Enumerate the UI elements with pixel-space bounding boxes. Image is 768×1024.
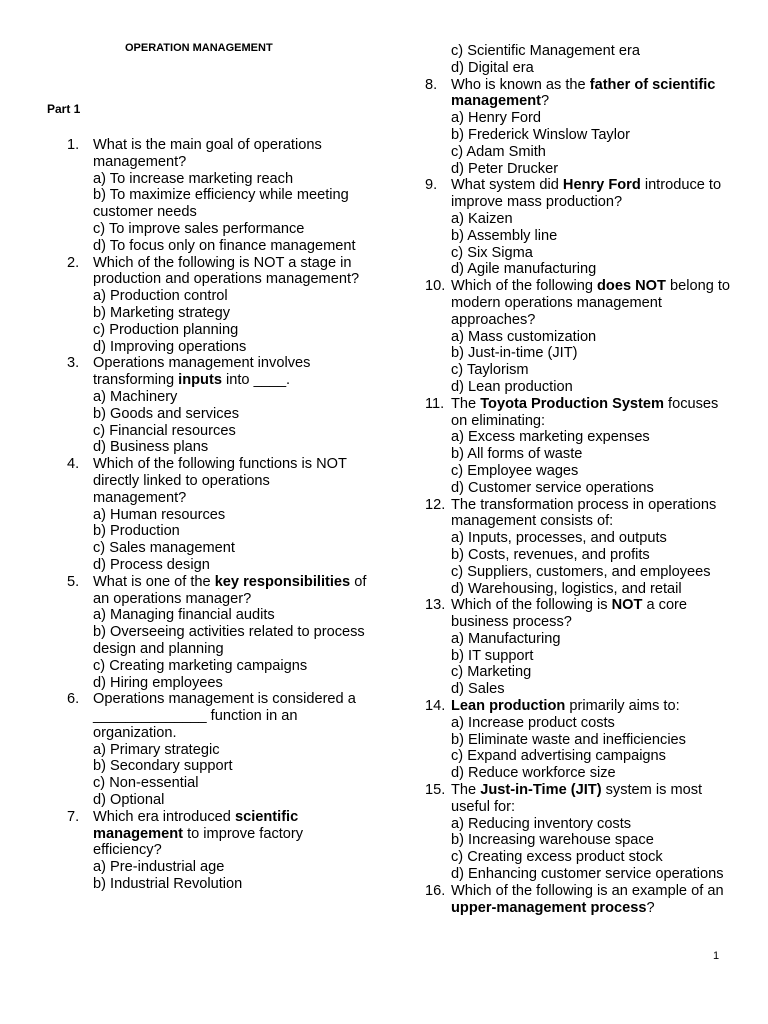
answer-option: b) All forms of waste <box>451 446 583 463</box>
answer-option: d) Customer service operations <box>451 479 654 496</box>
answer-option: d) Business plans <box>93 439 209 456</box>
answer-option: a) Human resources <box>93 506 226 523</box>
question-item <box>425 396 735 497</box>
answer-option: c) Creating excess product stock <box>451 849 663 866</box>
answer-option: c) Taylorism <box>451 362 529 379</box>
question-text <box>93 255 359 288</box>
question-text-segment: Which era introduced <box>93 808 235 825</box>
question-number: 13. <box>425 597 446 614</box>
answer-option: c) Employee wages <box>451 462 579 479</box>
answer-option: d) Agile manufacturing <box>451 261 597 278</box>
answer-option: c) Scientific Management era <box>451 43 640 59</box>
question-text-bold: NOT <box>611 597 643 614</box>
question-number: 8. <box>425 76 438 93</box>
question-number: 1. <box>67 137 80 153</box>
question-text-bold: scientific management <box>93 808 299 842</box>
question-text-bold: does NOT <box>597 278 666 295</box>
question-text-segment: a core business process? <box>451 597 688 631</box>
answer-option: c) Suppliers, customers, and employees <box>451 563 711 580</box>
question-text <box>451 278 730 328</box>
left-column <box>67 137 367 893</box>
answer-option: c) Marketing <box>451 664 532 681</box>
question-text-bold: Just-in-Time (JIT) <box>480 782 602 799</box>
question-text-segment: ? <box>541 93 550 110</box>
question-item <box>67 137 367 255</box>
question-text <box>93 809 303 859</box>
question-text-segment: The transformation process in operations management consists of: <box>451 496 717 530</box>
question-text-segment: Which of the following is <box>451 597 612 614</box>
question-text-segment: Who is known as the <box>451 76 590 93</box>
question-text-bold: Henry Ford <box>562 177 641 194</box>
question-text-segment: belong to modern operations management approaches? <box>451 278 731 328</box>
question-item <box>425 497 735 598</box>
question-text-segment: primarily aims to: <box>565 698 680 715</box>
question-item <box>425 883 735 917</box>
answer-option: d) Reduce workforce size <box>451 765 616 782</box>
answer-option: a) Pre-industrial age <box>93 859 225 876</box>
question-text-segment: The <box>451 782 481 799</box>
continued-question <box>425 43 735 77</box>
answer-option: c) Creating marketing campaigns <box>93 657 308 674</box>
question-item <box>67 456 367 574</box>
question-number: 4. <box>67 456 80 473</box>
question-text-segment: into ____. <box>221 372 291 389</box>
question-number: 11. <box>425 395 445 412</box>
answer-option: b) Eliminate waste and inefficiencies <box>451 731 686 748</box>
answer-option: a) Mass customization <box>451 328 597 345</box>
answer-option: c) Adam Smith <box>451 143 546 160</box>
question-number: 16. <box>425 882 446 899</box>
question-text <box>451 597 687 630</box>
answer-option: a) Machinery <box>93 388 178 405</box>
question-text-segment: Which of the following <box>451 278 598 295</box>
question-item <box>67 355 367 456</box>
answer-option: b) To maximize efficiency while meeting customer needs <box>93 187 349 221</box>
answer-option: a) Increase product costs <box>451 714 615 731</box>
answer-option: d) Process design <box>93 556 210 573</box>
answer-option: b) Assembly line <box>451 227 558 244</box>
question-item <box>425 77 735 178</box>
answer-option: b) Costs, revenues, and profits <box>451 546 650 563</box>
answer-option: c) Sales management <box>93 540 235 557</box>
answer-option: c) Six Sigma <box>451 244 533 261</box>
question-text <box>451 883 724 916</box>
answer-option: d) Lean production <box>451 378 573 395</box>
right-question-list <box>425 77 735 917</box>
question-item <box>425 177 735 278</box>
answer-option: d) To focus only on finance management <box>93 237 356 254</box>
question-number: 10. <box>425 278 446 295</box>
question-text <box>93 355 310 388</box>
answer-option: b) Goods and services <box>93 405 240 422</box>
question-text-bold: upper-management process <box>451 899 647 916</box>
question-text-segment: ? <box>646 899 655 916</box>
answer-option: a) Excess marketing expenses <box>451 429 650 446</box>
answer-option: a) Henry Ford <box>451 110 542 127</box>
answer-option: b) Increasing warehouse space <box>451 832 654 849</box>
question-text-bold: key responsibilities <box>214 573 351 590</box>
question-number: 3. <box>67 355 80 372</box>
question-text-segment: of an operations manager? <box>93 573 367 607</box>
question-number: 5. <box>67 573 80 590</box>
answer-option: d) Peter Drucker <box>451 160 559 177</box>
answer-option: b) Just-in-time (JIT) <box>451 345 578 362</box>
question-text <box>451 497 716 530</box>
question-text-segment: Which of the following functions is NOT directly linked to operations management? <box>93 456 347 506</box>
question-text-bold: inputs <box>178 372 222 389</box>
question-text <box>451 698 680 714</box>
right-column <box>425 43 735 916</box>
question-item <box>425 698 735 782</box>
answer-option: a) Managing financial audits <box>93 607 275 624</box>
question-number: 15. <box>425 782 446 799</box>
answer-option: d) Optional <box>93 792 165 809</box>
question-text <box>93 691 356 741</box>
question-text <box>451 396 718 429</box>
answer-option: c) Production planning <box>93 321 239 338</box>
question-text-segment: system is most useful for: <box>451 782 703 815</box>
question-text-segment: to improve factory efficiency? <box>93 825 304 859</box>
question-item <box>425 597 735 698</box>
answer-option: b) Industrial Revolution <box>93 876 243 893</box>
question-text-bold: Toyota Production System <box>480 395 664 412</box>
answer-option: a) Kaizen <box>451 210 513 227</box>
answer-option: d) Improving operations <box>93 338 247 355</box>
question-text <box>451 177 721 210</box>
question-text <box>93 574 366 607</box>
answer-option: c) Non-essential <box>93 775 199 792</box>
answer-option: c) Expand advertising campaigns <box>451 748 666 765</box>
question-item <box>67 255 367 356</box>
answer-option: d) Enhancing customer service operations <box>451 866 724 883</box>
answer-option: d) Hiring employees <box>93 674 223 691</box>
question-text <box>93 456 347 506</box>
document-title: OPERATION MANAGEMENT <box>125 42 273 54</box>
answer-option: d) Warehousing, logistics, and retail <box>451 580 682 597</box>
answer-option: b) Production <box>93 523 180 540</box>
question-number: 14. <box>425 698 446 715</box>
question-item <box>67 691 367 809</box>
answer-option: a) Primary strategic <box>93 741 220 758</box>
question-item <box>425 782 735 883</box>
answer-option: b) IT support <box>451 647 534 664</box>
question-number: 9. <box>425 177 438 194</box>
answer-option: a) To increase marketing reach <box>93 170 294 187</box>
answer-option: b) Secondary support <box>93 758 233 775</box>
question-item <box>425 278 735 396</box>
question-text <box>93 137 322 170</box>
question-number: 7. <box>67 808 80 825</box>
answer-option: b) Frederick Winslow Taylor <box>451 126 630 143</box>
question-item <box>67 809 367 893</box>
question-number: 6. <box>67 691 80 708</box>
answer-option: a) Inputs, processes, and outputs <box>451 530 667 547</box>
answer-option: b) Overseeing activities related to process design and planning <box>93 624 365 657</box>
question-number: 2. <box>67 254 80 271</box>
question-item <box>67 574 367 692</box>
question-number: 12. <box>425 496 446 513</box>
answer-option: c) Financial resources <box>93 422 236 439</box>
answer-option: d) Digital era <box>451 59 534 76</box>
answer-option: d) Sales <box>451 681 505 698</box>
question-text-segment: What system did <box>451 177 563 194</box>
question-text-bold: Lean production <box>451 698 566 715</box>
answer-option: a) Production control <box>93 288 228 305</box>
question-text-segment: Which of the following is NOT a stage in production and operations management? <box>93 254 360 288</box>
question-text-segment: Operations management is considered a ______________ function in an organization. <box>93 691 356 741</box>
question-text <box>451 77 715 110</box>
question-text <box>451 782 702 815</box>
question-text-segment: What is the main goal of operations management? <box>93 137 322 170</box>
question-text-segment: focuses on eliminating: <box>451 395 719 429</box>
part-heading: Part 1 <box>47 102 81 116</box>
question-text-bold: father of scientific management <box>451 76 716 110</box>
answer-option: a) Manufacturing <box>451 630 561 647</box>
question-text-segment: introduce to improve mass production? <box>451 177 722 211</box>
answer-option: c) To improve sales performance <box>93 220 305 237</box>
question-text-segment: Which of the following is an example of an <box>451 882 724 899</box>
page-number: 1 <box>713 950 720 962</box>
question-text-segment: The <box>451 395 481 412</box>
answer-option: b) Marketing strategy <box>93 304 231 321</box>
question-text-segment: Operations management involves transforming <box>93 355 311 389</box>
question-text-segment: What is one of the <box>93 573 215 590</box>
answer-option: a) Reducing inventory costs <box>451 815 632 832</box>
